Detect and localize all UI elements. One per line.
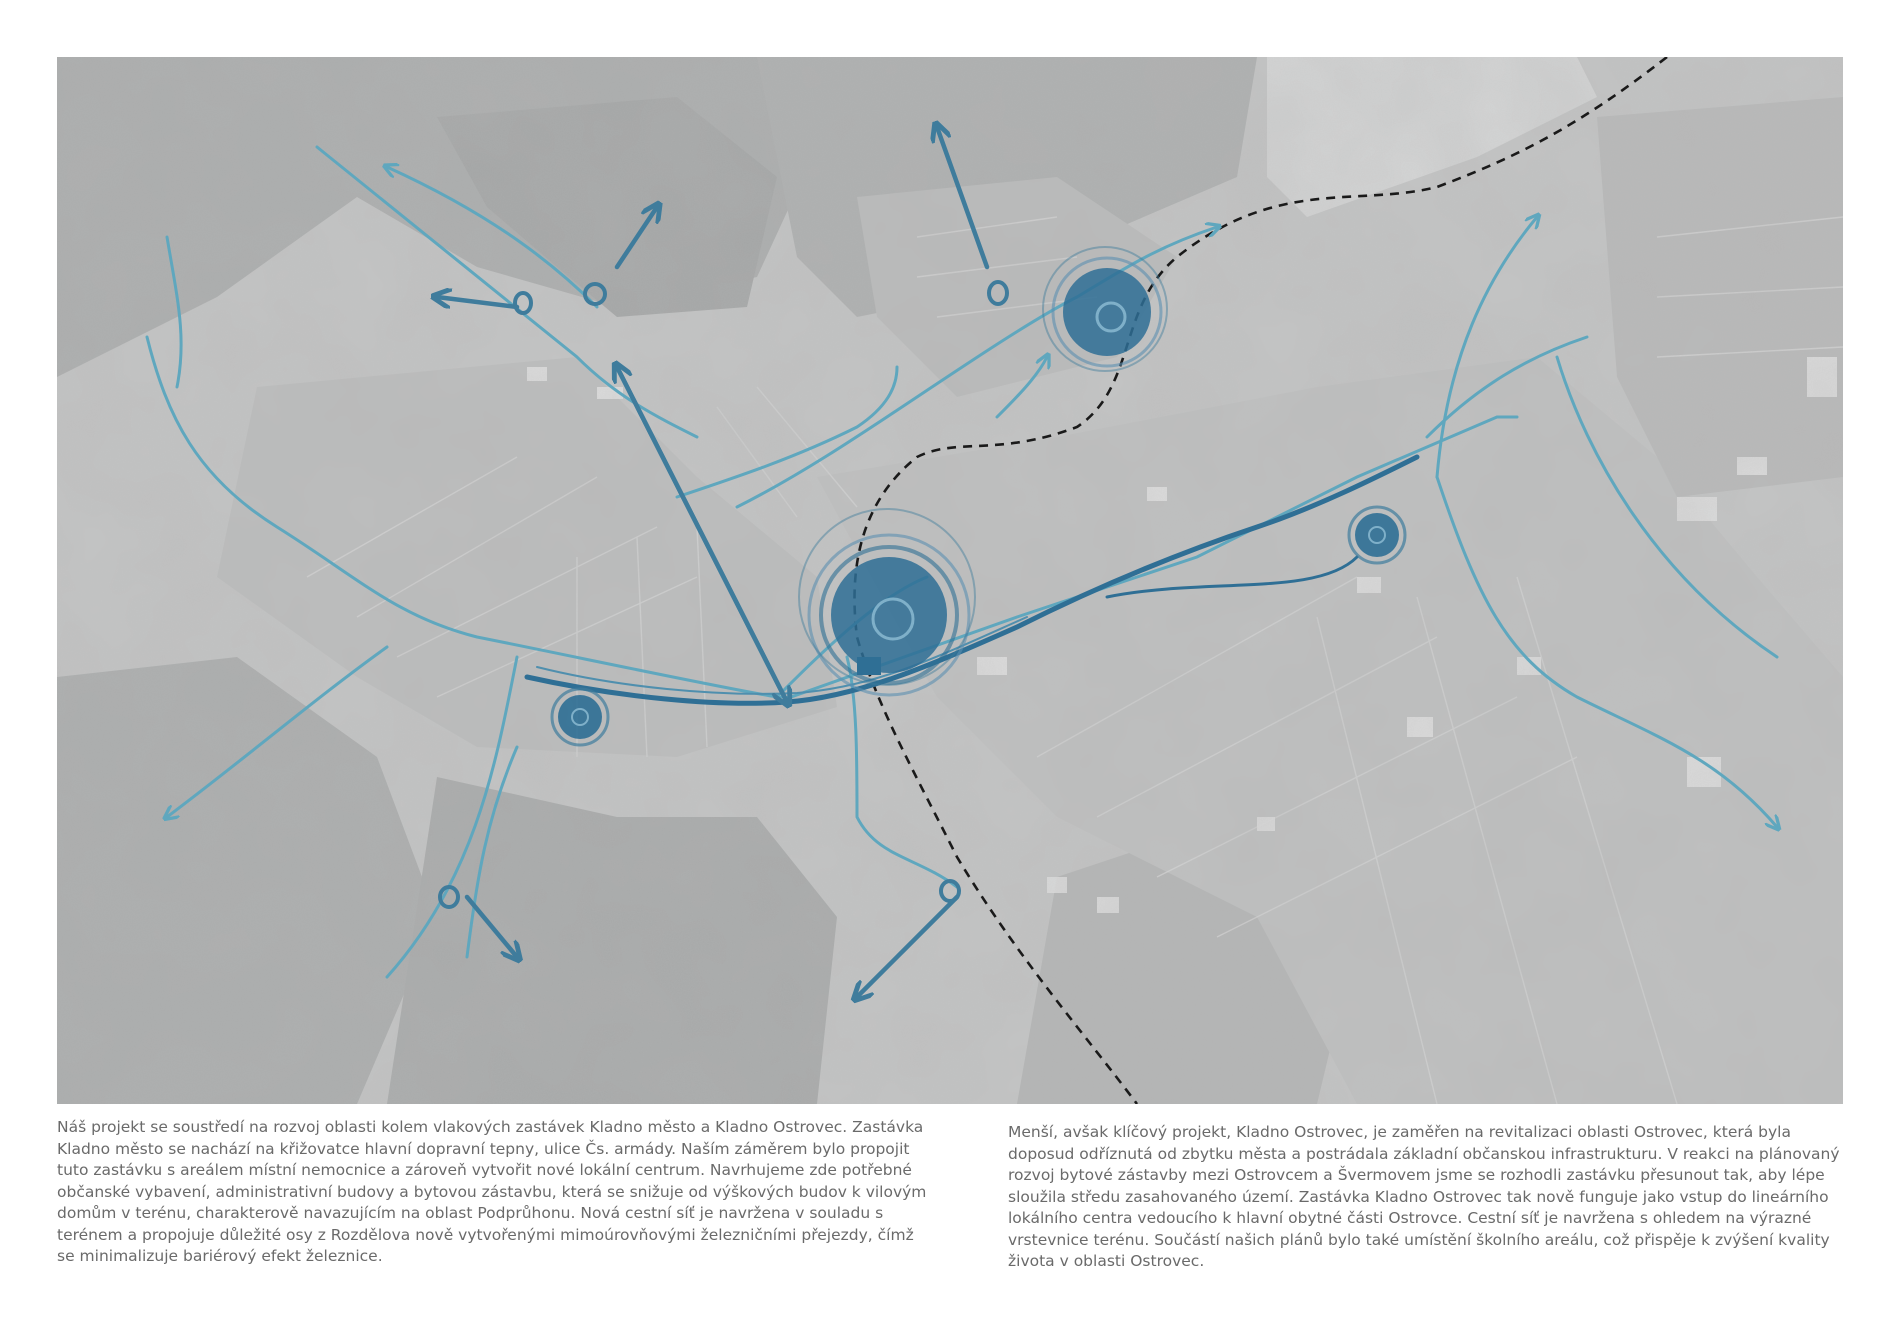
aerial-map[interactable]: [57, 57, 1843, 1104]
caption-right: Menší, avšak klíčový projekt, Kladno Ostrovec, je zaměřen na revitalizaci oblasti Ostrovec, která byla doposud odříznutá od zbytku města a postrádala základní občanskou infrastrukturu. V reakci na plánovaný rozvoj bytové zástavby mezi Ostrovcem a Švermovem jsme se rozhodli zastávku přesunout tak, aby lépe sloužila středu zasahovaného území. Zastávka Kladno Ostrovec tak nově funguje jako vstup do lineárního lokálního centra vedoucího k hlavní obytné části Ostrovce. Cestní síť je navržena s ohledem na výrazné vrstevnice terénu. Součástí našich plánů bylo také umístění školního areálu, což přispěje k zvýšení kvality života v oblasti Ostrovec.: [1008, 1123, 1840, 1270]
circle-marker-small-east: [1349, 507, 1405, 563]
photo-grain: [57, 57, 1843, 1104]
circle-marker-small-west: [552, 689, 608, 745]
caption-left: Náš projekt se soustředí na rozvoj oblasti kolem vlakových zastávek Kladno město a Kladno Ostrovec. Zastávka Kladno město se nachází na křižovatce hlavní dopravní tepny, ulice Čs. armády. Naším záměrem bylo propojit tuto zastávku s areálem místní nemocnice a zároveň vytvořit nové lokální centrum. Navrhujeme zde potřebné občanské vybavení, administrativní budovy a bytovou zástavbu, která se snižuje od výškových budov k vilovým domům v terénu, charakterově navazujícím na oblast Podprůhonu. Nová cestní síť je navržena v souladu s terénem a propojuje důležité osy z Rozdělova nově vytvořenými mimoúrovňovými železničními přejezdy, čímž se minimalizuje bariérový efekt železnice.: [57, 1118, 927, 1265]
